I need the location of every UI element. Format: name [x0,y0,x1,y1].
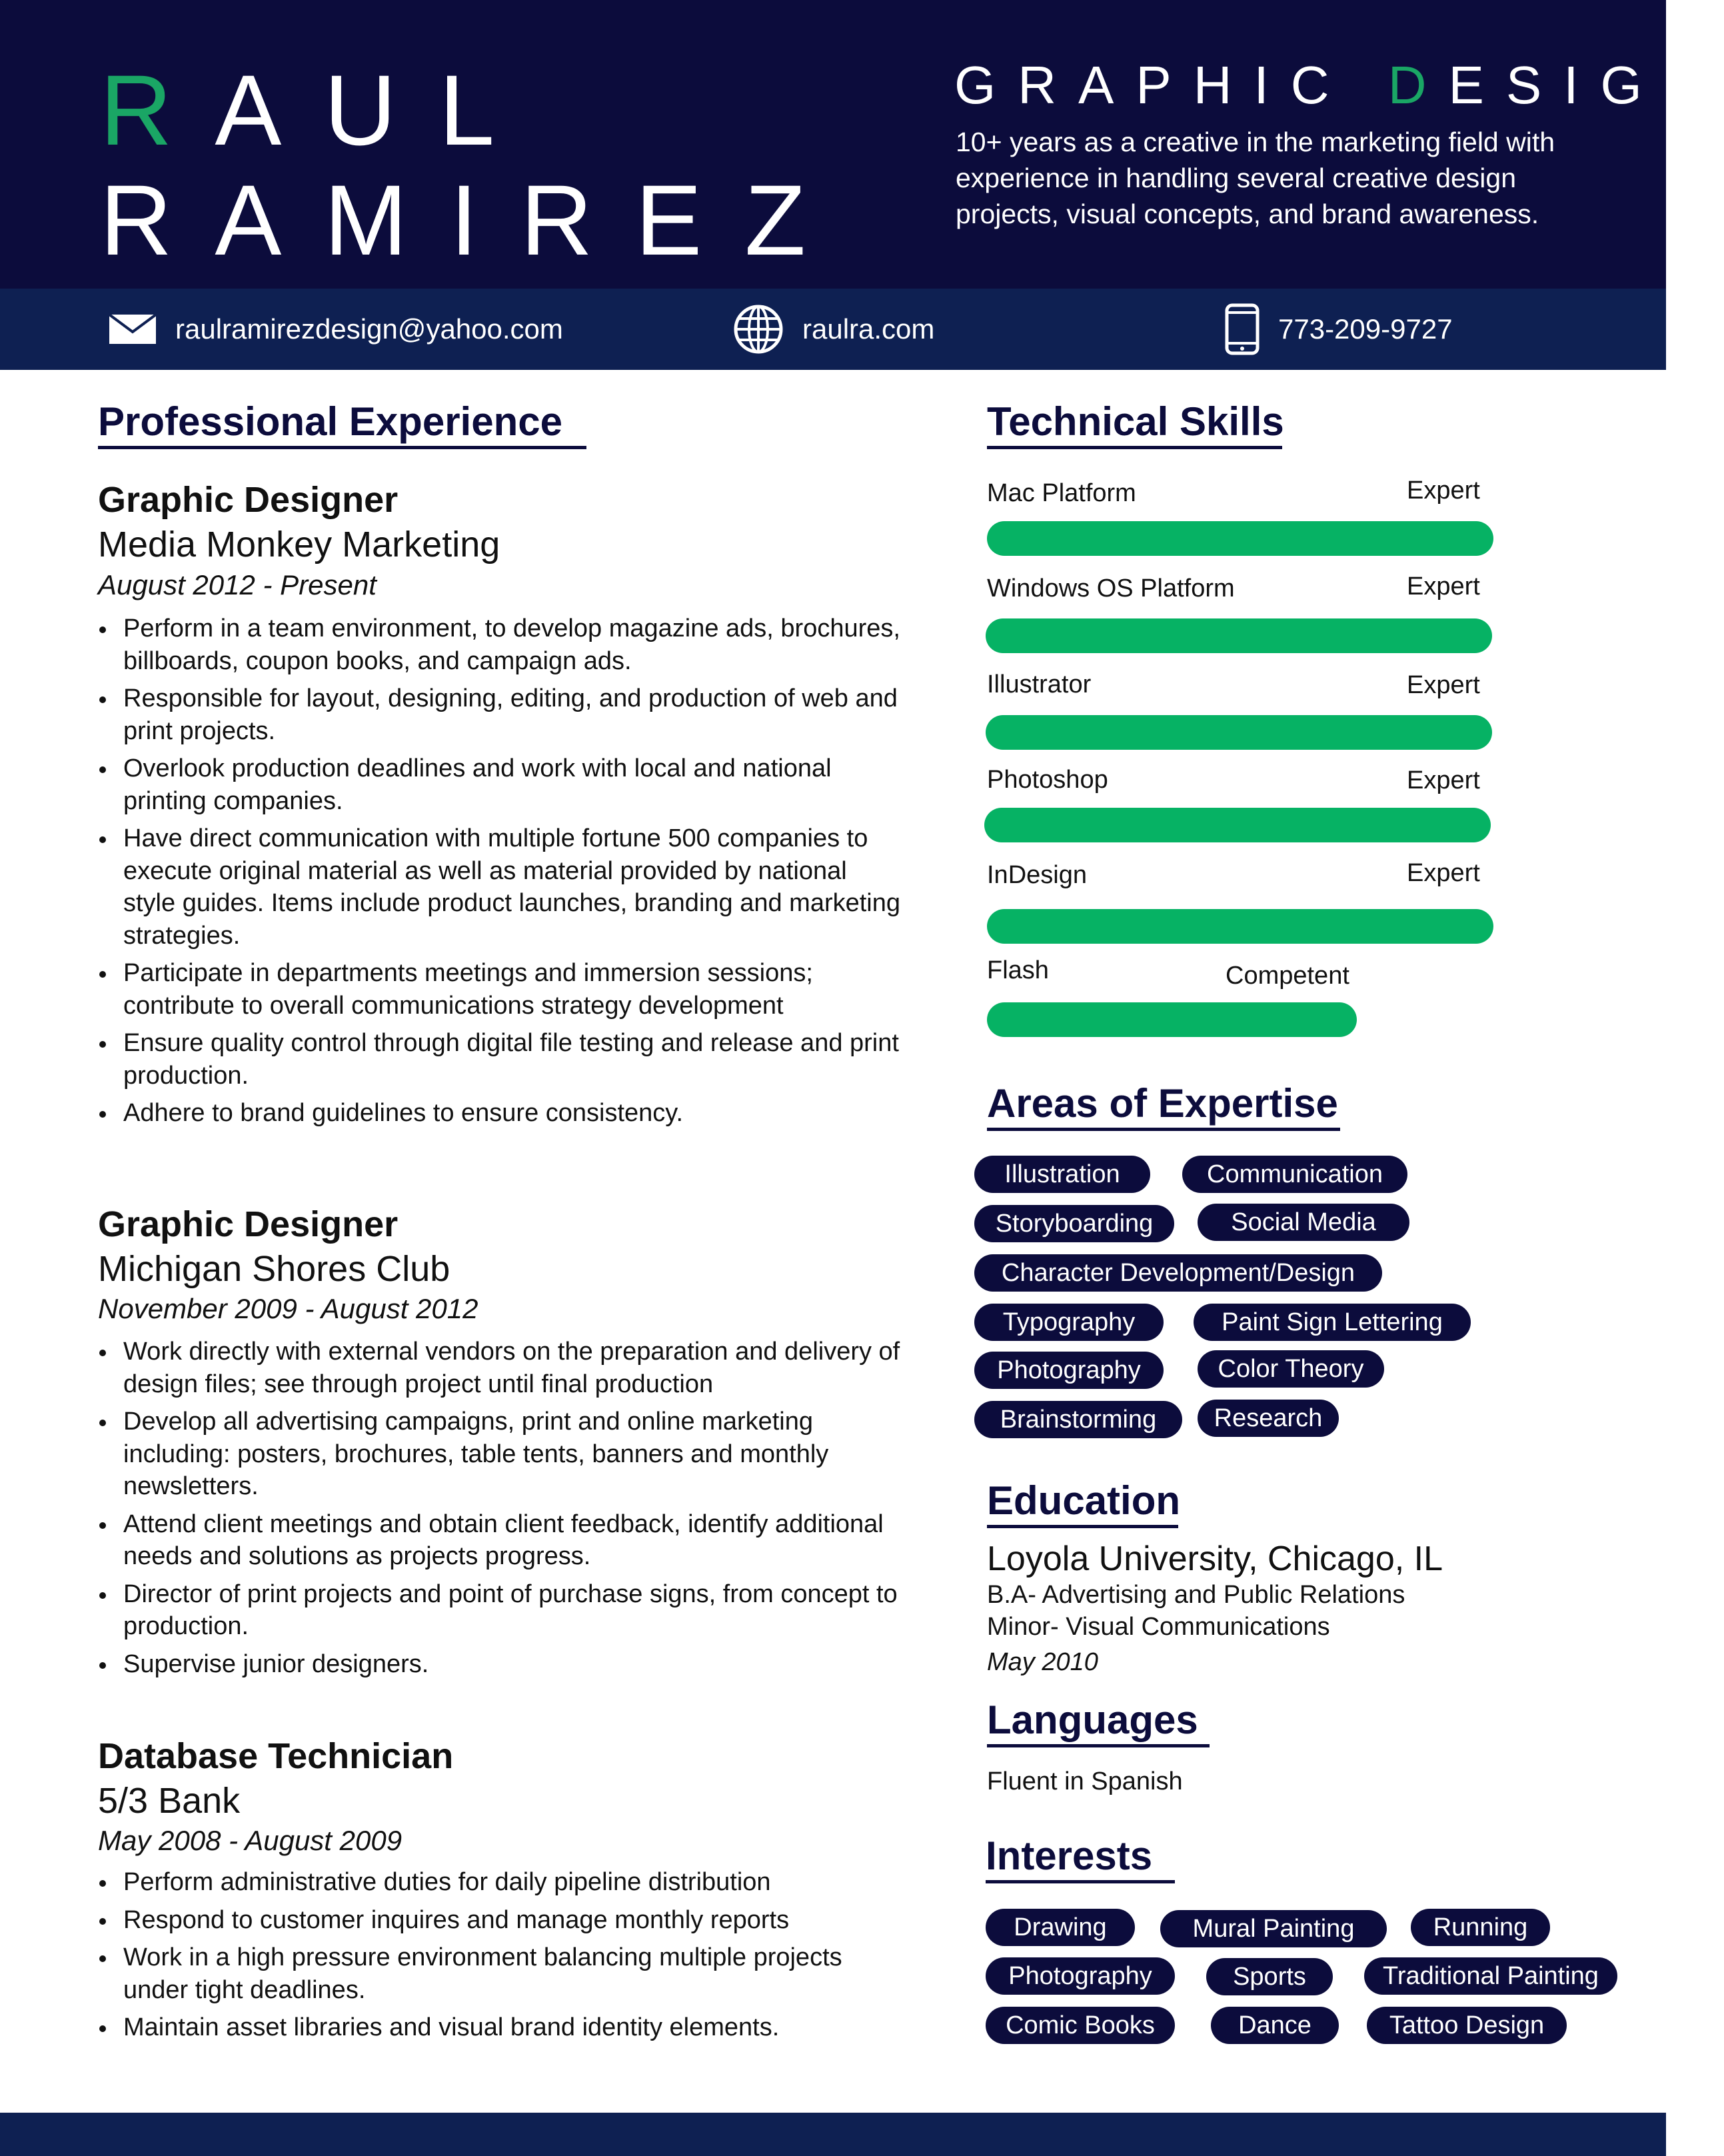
skill-level: Expert [1407,572,1480,600]
website-text[interactable]: raulra.com [802,313,935,345]
job-bullet: Supervise junior designers. [98,1648,904,1681]
job-bullet: Respond to customer inquires and manage monthly reports [98,1904,904,1937]
expertise-tag: Typography [974,1304,1164,1341]
skill-bar [987,1002,1357,1037]
skill-bar [986,618,1492,653]
job-bullet: Participate in departments meetings and immersion sessions; contribute to overall communications strategy development [98,957,904,1022]
job-title: Graphic Designer [98,1204,399,1244]
globe-icon [733,304,784,355]
job-bullet: Attend client meetings and obtain client feedback, identify additional needs and solutions as projects progress. [98,1508,904,1573]
skill-bar [987,521,1493,556]
first-name-initial: R [100,54,215,166]
expertise-tag: Brainstorming [974,1401,1182,1438]
interest-tag: Mural Painting [1160,1910,1387,1947]
skill-name: InDesign [987,861,1087,889]
education-degree: B.A- Advertising and Public Relations [987,1581,1405,1609]
contact-email[interactable] [109,289,563,370]
expertise-tag: Research [1198,1400,1339,1437]
job-company: Michigan Shores Club [98,1249,450,1289]
interest-tag: Dance [1211,2007,1339,2044]
education-heading: Education [987,1478,1181,1523]
phone-text[interactable]: 773-209-9727 [1278,313,1453,345]
job-bullet: Overlook production deadlines and work with local and national printing companies. [98,752,904,817]
first-name [100,54,538,166]
job-bullet: Perform in a team environment, to develop magazine ads, brochures, billboards, coupon books, and campaign ads. [98,612,904,677]
skill-name: Windows OS Platform [987,574,1235,602]
expertise-tag: Illustration [974,1156,1150,1193]
skill-level: Expert [1407,859,1480,887]
expertise-heading-underline [987,1128,1340,1131]
interest-tag: Drawing [986,1909,1135,1946]
skills-heading-underline [987,446,1282,449]
skill-level: Expert [1407,671,1480,699]
education-school: Loyola University, Chicago, IL [987,1540,1443,1578]
expertise-tag: Color Theory [1198,1350,1384,1388]
interest-tag: Tattoo Design [1367,2007,1567,2044]
job-title: Database Technician [98,1736,454,1776]
language-item: Fluent in Spanish [987,1767,1183,1795]
skill-bar [986,715,1492,750]
skill-name: Photoshop [987,766,1108,794]
expertise-tag: Character Development/Design [974,1254,1382,1292]
interest-tag: Sports [1206,1958,1333,1995]
job-bullet: Responsible for layout, designing, editing, and production of web and print projects. [98,682,904,747]
expertise-heading: Areas of Expertise [987,1081,1338,1126]
interest-tag: Traditional Painting [1364,1957,1617,1995]
job-bullet: Develop all advertising campaigns, print and online marketing including: posters, brochures, table tents, banners and monthly newsletters. [98,1406,904,1503]
expertise-tag: Communication [1182,1156,1407,1193]
job-company: Media Monkey Marketing [98,525,500,564]
skill-name: Mac Platform [987,479,1136,507]
job-bullet: Have direct communication with multiple fortune 500 companies to execute original material as well as material provided by national style guides. Items include product launches, branding and marketing strategies. [98,822,904,952]
job-company: 5/3 Bank [98,1781,241,1821]
role-title [954,55,1724,115]
education-minor: Minor- Visual Communications [987,1613,1330,1641]
expertise-tag: Storyboarding [974,1205,1174,1242]
job-dates: November 2009 - August 2012 [98,1293,478,1324]
job-bullet: Work in a high pressure environment balancing multiple projects under tight deadlines. [98,1941,904,2006]
job-bullet: Adhere to brand guidelines to ensure consistency. [98,1097,904,1130]
skill-name: Illustrator [987,670,1092,698]
footer-band [0,2113,1666,2156]
expertise-tag: Paint Sign Lettering [1194,1304,1471,1341]
languages-heading: Languages [987,1697,1198,1742]
skill-bar [987,909,1493,944]
job-bullet: Maintain asset libraries and visual brand identity elements. [98,2011,904,2044]
envelope-icon [109,314,157,345]
skills-heading: Technical Skills [987,399,1284,444]
interest-tag: Photography [986,1957,1175,1995]
role-title-part: GRAPHIC [954,55,1388,115]
first-name-rest: AUL [215,54,538,166]
job-bullet: Work directly with external vendors on the preparation and delivery of design files; see through project until final production [98,1336,904,1400]
job-bullet: Director of print projects and point of purchase signs, from concept to production. [98,1578,904,1643]
mobile-phone-icon [1225,303,1260,355]
contact-website[interactable] [733,289,934,370]
skill-level: Expert [1407,477,1480,505]
summary: 10+ years as a creative in the marketing field with experience in handling several creative design projects, visual concepts, and brand awareness. [956,127,1555,229]
interest-tag: Comic Books [986,2007,1175,2044]
job-bullets [98,1336,904,1685]
skill-name: Flash [987,956,1049,984]
expertise-tag: Social Media [1198,1204,1409,1241]
job-bullet: Perform administrative duties for daily pipeline distribution [98,1866,904,1899]
job-dates: May 2008 - August 2009 [98,1825,403,1856]
email-text[interactable]: raulramirezdesign@yahoo.com [175,313,563,345]
interest-tag: Running [1411,1909,1550,1946]
contact-phone[interactable] [1225,289,1453,370]
education-heading-underline [987,1525,1178,1528]
role-title-accent: D [1387,55,1449,115]
languages-heading-underline [987,1744,1210,1747]
interests-heading-underline [986,1880,1175,1883]
skill-level: Expert [1407,766,1480,794]
role-title-part: ESIGN [1448,55,1724,115]
last-name: RAMIREZ [100,164,848,276]
experience-heading: Professional Experience [98,399,562,444]
job-bullets [98,1866,904,2049]
job-bullets [98,612,904,1135]
job-dates: August 2012 - Present [98,569,377,600]
skill-bar [984,808,1491,842]
education-date: May 2010 [987,1648,1098,1676]
expertise-tag: Photography [974,1352,1164,1389]
skill-level: Competent [1226,962,1349,990]
experience-heading-underline [98,446,586,449]
job-bullet: Ensure quality control through digital file testing and release and print production. [98,1027,904,1092]
interests-heading: Interests [986,1833,1153,1878]
job-title: Graphic Designer [98,480,399,520]
